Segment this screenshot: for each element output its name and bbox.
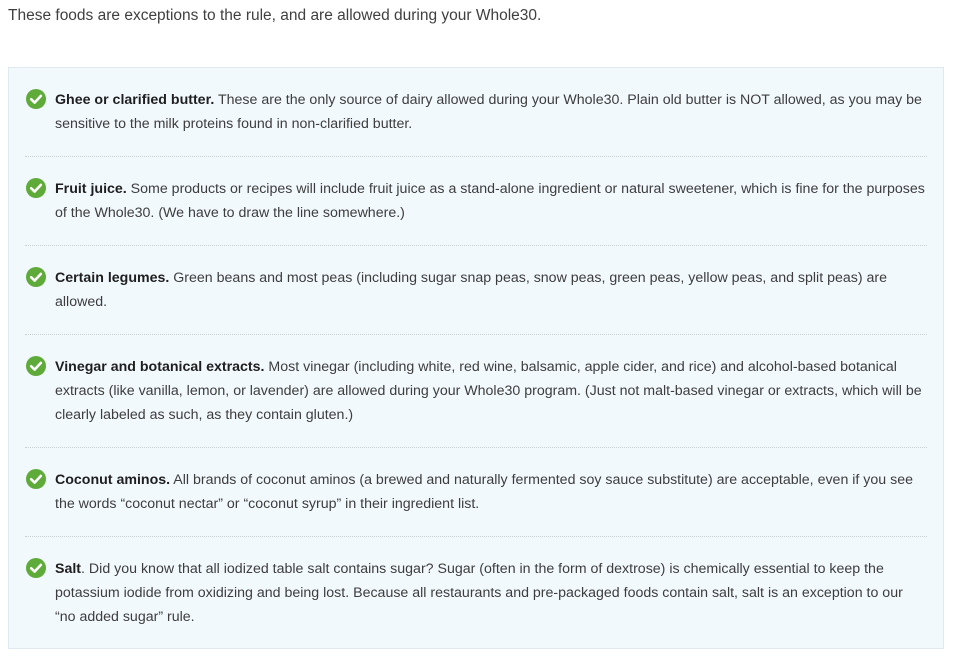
item-description: . Did you know that all iodized table salt contains sugar? Sugar (often in the form of dextrose) is chemically essential to keep the potassium iodide from oxidizing and being lost. Because all restaurants and pre-packaged foods contain salt, salt is an exception to our “no added sugar” rule. (55, 561, 903, 625)
check-circle-icon (26, 89, 46, 109)
list-item-salt (25, 537, 927, 650)
check-circle-icon (26, 356, 46, 376)
list-item-ghee (25, 68, 927, 157)
list-item-coconut-aminos (25, 448, 927, 537)
item-title: Fruit juice. (55, 181, 127, 197)
item-title: Salt (55, 561, 82, 577)
list-item-fruit-juice (25, 157, 927, 246)
item-text (55, 177, 927, 225)
item-description: All brands of coconut aminos (a brewed and naturally fermented soy sauce substitute) are acceptable, even if you see the words “coconut nectar” or “coconut syrup” in their ingredient list. (55, 472, 913, 512)
item-description: These are the only source of dairy allowed during your Whole30. Plain old butter is NOT allowed, as you may be sensitive to the milk proteins found in non-clarified butter. (55, 92, 922, 132)
item-text (55, 266, 927, 314)
exceptions-list (8, 67, 944, 649)
item-title: Vinegar and botanical extracts. (55, 359, 265, 375)
item-description: Some products or recipes will include fruit juice as a stand-alone ingredient or natural sweetener, which is fine for the purposes of the Whole30. (We have to draw the line somewhere.) (55, 181, 925, 221)
intro-text: These foods are exceptions to the rule, and are allowed during your Whole30. (8, 7, 542, 24)
item-text (55, 468, 927, 516)
item-description: Most vinegar (including white, red wine, balsamic, apple cider, and rice) and alcohol-based botanical extracts (like vanilla, lemon, or lavender) are allowed during your Whole30 program. (Just not malt-based vinegar or extracts, which will be clearly labeled as such, as they contain gluten.) (55, 359, 922, 423)
item-title: Certain legumes. (55, 270, 170, 286)
item-title: Coconut aminos. (55, 472, 171, 488)
check-circle-icon (26, 178, 46, 198)
item-text (55, 557, 927, 629)
item-text (55, 355, 927, 427)
check-circle-icon (26, 469, 46, 489)
check-circle-icon (26, 267, 46, 287)
list-item-vinegar (25, 335, 927, 448)
item-title: Ghee or clarified butter. (55, 92, 215, 108)
list-item-legumes (25, 246, 927, 335)
item-text (55, 88, 927, 136)
item-description: Green beans and most peas (including sugar snap peas, snow peas, green peas, yellow peas, and split peas) are allowed. (55, 270, 888, 310)
check-circle-icon (26, 558, 46, 578)
